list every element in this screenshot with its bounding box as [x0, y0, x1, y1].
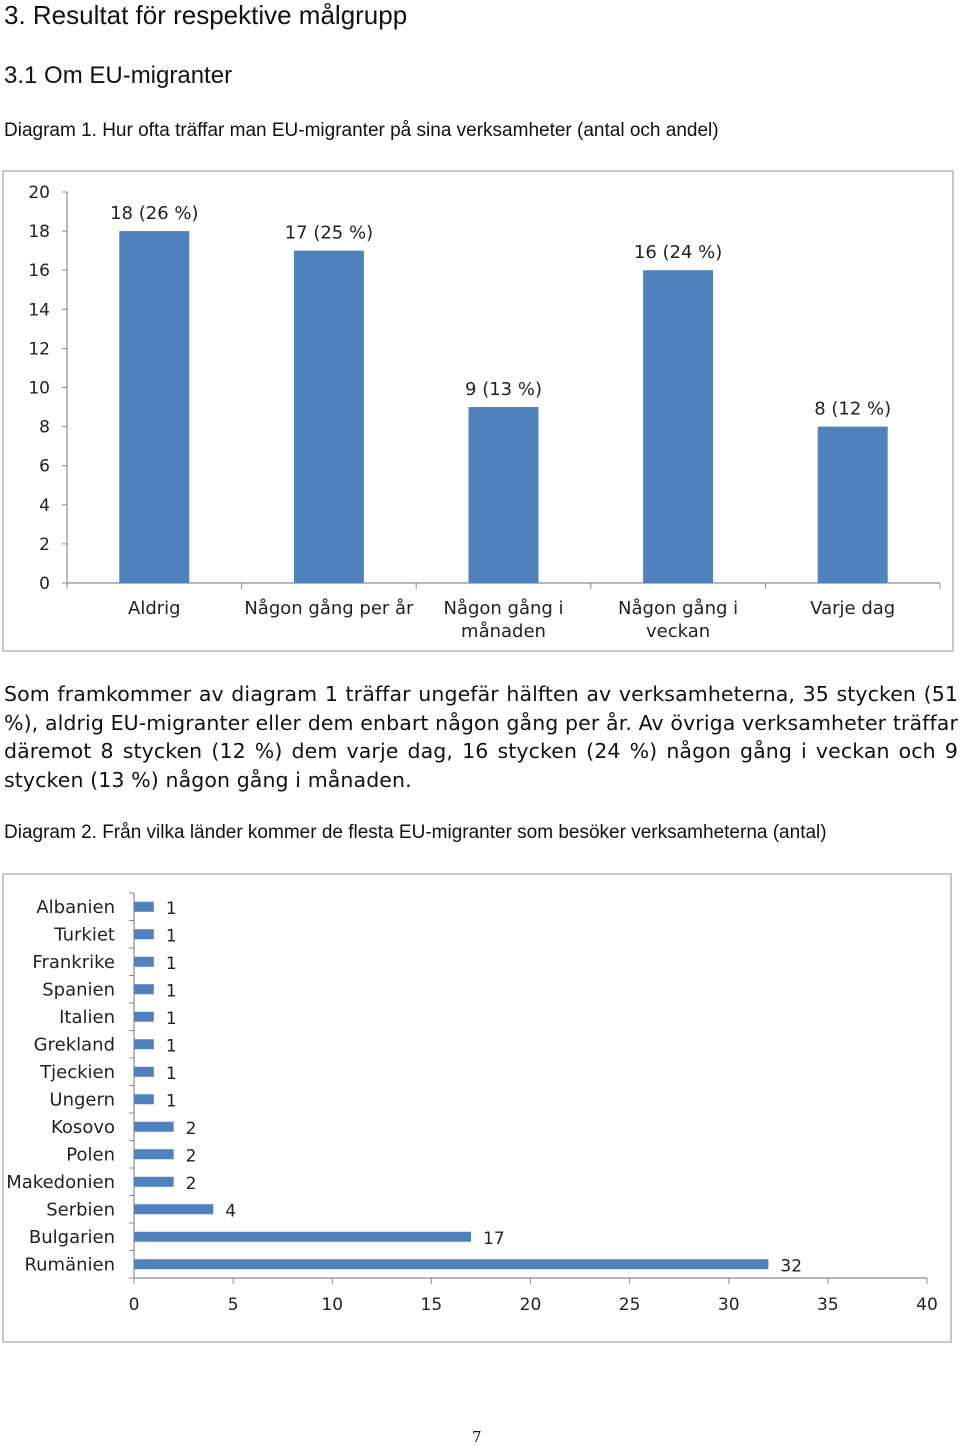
- category-label: Bulgarien: [28, 1226, 115, 1248]
- x-tick-label: 5: [227, 1295, 239, 1315]
- category-label: Någon gång i: [443, 598, 564, 619]
- category-label: Rumänien: [24, 1254, 115, 1276]
- y-tick-label: 16: [28, 261, 50, 282]
- category-label: Någon gång i: [618, 598, 739, 619]
- data-label: 1: [165, 1063, 177, 1084]
- data-label: 1: [165, 953, 177, 974]
- data-label: 2: [185, 1146, 197, 1167]
- data-label: 18 (26 %): [110, 203, 199, 225]
- category-label: Kosovo: [51, 1116, 115, 1138]
- bar: [134, 984, 154, 994]
- data-label: 2: [185, 1118, 197, 1139]
- category-label: Makedonien: [6, 1171, 115, 1193]
- bar: [134, 1259, 768, 1269]
- bar: [134, 902, 154, 912]
- y-tick-label: 2: [39, 534, 50, 555]
- bar: [134, 1067, 154, 1077]
- body-paragraph: Som framkommer av diagram 1 träffar ungefär hälften av verksamheterna, 35 stycken (51 %), aldrig EU-migranter eller dem enbart någon gång per år. Av övriga verksamheter träffar däremot 8 stycken (12 %) dem varje dag, 16 stycken (24 %) någon gång i veckan och 9 stycken (13 %) någon gång i månaden.: [4, 682, 958, 792]
- bar: [134, 1204, 213, 1214]
- category-label: Någon gång per år: [244, 598, 414, 619]
- bar: [134, 1177, 174, 1187]
- y-tick-label: 12: [28, 339, 50, 360]
- subsection-heading: 3.1 Om EU-migranter: [4, 62, 233, 89]
- category-label: Tjeckien: [40, 1061, 115, 1083]
- category-label: Albanien: [36, 896, 115, 918]
- y-tick-label: 14: [28, 300, 50, 321]
- x-tick-label: 30: [717, 1295, 740, 1315]
- bar: [134, 1094, 154, 1104]
- bar: [134, 1232, 471, 1242]
- category-label: Serbien: [46, 1199, 115, 1221]
- y-tick-label: 18: [28, 222, 50, 243]
- x-tick-label: 0: [128, 1295, 140, 1315]
- category-label: Varje dag: [810, 598, 896, 619]
- data-label: 16 (24 %): [633, 242, 723, 264]
- category-label: Turkiet: [54, 924, 115, 946]
- category-label: veckan: [646, 621, 711, 642]
- data-label: 1: [165, 1091, 177, 1112]
- page-number: 7: [472, 1428, 482, 1446]
- bar: [134, 1149, 174, 1159]
- category-label: Grekland: [33, 1034, 115, 1056]
- y-tick-label: 8: [39, 417, 50, 438]
- category-label: Frankrike: [32, 951, 115, 973]
- x-tick-label: 15: [420, 1295, 443, 1315]
- bar: [134, 929, 154, 939]
- bar: [134, 1122, 174, 1132]
- section-heading: 3. Resultat för respektive målgrupp: [4, 0, 408, 30]
- bar: [134, 1012, 154, 1022]
- data-label: 1: [165, 1008, 177, 1029]
- y-tick-label: 20: [28, 183, 50, 203]
- diagram-2-caption: Diagram 2. Från vilka länder kommer de flesta EU-migranter som besöker verksamheterna (antal): [4, 822, 827, 843]
- y-tick-label: 0: [39, 574, 50, 594]
- data-label: 1: [165, 898, 177, 919]
- x-tick-label: 40: [916, 1295, 938, 1315]
- category-label: Aldrig: [128, 598, 181, 619]
- y-tick-label: 6: [39, 456, 50, 477]
- data-label: 32: [780, 1256, 803, 1277]
- data-label: 1: [165, 981, 177, 1002]
- category-label: Spanien: [42, 979, 115, 1001]
- data-label: 9 (13 %): [465, 379, 542, 401]
- y-tick-label: 10: [28, 378, 50, 399]
- category-label: månaden: [461, 621, 546, 642]
- bar: [134, 1039, 154, 1049]
- data-label: 8 (12 %): [814, 398, 892, 420]
- bar: [134, 957, 154, 967]
- data-label: 4: [225, 1201, 237, 1222]
- x-tick-label: 20: [519, 1295, 542, 1315]
- x-tick-label: 35: [817, 1295, 839, 1315]
- data-label: 1: [165, 926, 177, 947]
- category-label: Polen: [66, 1144, 115, 1166]
- category-label: Italien: [59, 1006, 115, 1028]
- diagram-1-caption: Diagram 1. Hur ofta träffar man EU-migranter på sina verksamheter (antal och andel): [4, 120, 719, 141]
- data-label: 17 (25 %): [284, 222, 374, 244]
- data-label: 17: [483, 1228, 505, 1249]
- category-label: Ungern: [49, 1089, 115, 1111]
- y-tick-label: 4: [39, 495, 50, 516]
- data-label: 2: [185, 1173, 197, 1194]
- x-tick-label: 10: [321, 1295, 344, 1315]
- x-tick-label: 25: [618, 1295, 641, 1315]
- data-label: 1: [165, 1036, 177, 1057]
